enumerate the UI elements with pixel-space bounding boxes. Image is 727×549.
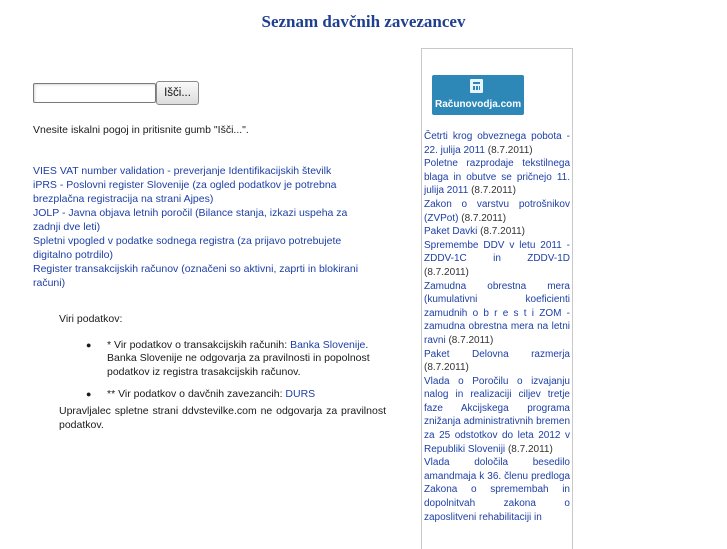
source-text: ** Vir podatkov o davčnih zavezancih:: [107, 388, 286, 400]
link-iprs[interactable]: iPRS - Poslovni register Slovenije (za ogled podatkov je potrebna brezplačna registracija na strani Ajpes): [33, 179, 337, 205]
disclaimer: Upravljalec spletne strani ddvstevilke.com ne odgovarja za pravilnost podatkov.: [59, 405, 386, 431]
page-title: Seznam davčnih zavezancev: [261, 12, 466, 31]
news-date: (8.7.2011): [424, 266, 469, 278]
news-link[interactable]: Vlada o Poročilu o izvajanju nalog in realizaciji ciljev tretje faze Akcijskega programa znižanja administrativnih bremen za 25 odstotkov do leta 2012 v Republiki Sloveniji: [424, 375, 570, 455]
list-item: [86, 388, 384, 402]
link-jolp[interactable]: JOLP - Javna objava letnih poročil (Bilance stanja, izkazi uspeha za zadnji dve leti): [33, 207, 348, 233]
link-banka-slovenije[interactable]: Banka Slovenije: [290, 338, 366, 351]
link-durs[interactable]: DURS: [285, 388, 316, 400]
list-item: [424, 239, 570, 280]
news-link[interactable]: Vlada določila besedilo amandmaja k 36. členu predloga Zakona o spremembah in dopolnitvah zakona o zaposlitveni rehabilitaciji in: [424, 457, 570, 523]
news-date: (8.7.2011): [507, 443, 553, 455]
news-link[interactable]: Spremembe DDV v letu 2011 - ZDDV-1C in ZDDV-1D: [424, 239, 570, 265]
news-link[interactable]: Paket Davki: [424, 226, 478, 238]
search-input[interactable]: [33, 83, 156, 103]
news-date: (8.7.2011): [424, 362, 469, 374]
link-transaction-accounts[interactable]: Register transakcijskih računov (označeni so aktivni, zaprti in blokirani računi): [33, 263, 359, 289]
search-instruction: Vnesite iskalni pogoj in pritisnite gumb "Išči...".: [33, 124, 249, 136]
news-date: (8.7.2011): [487, 144, 533, 156]
bullet-icon: ●: [86, 389, 92, 399]
bullet-icon: ●: [86, 339, 92, 350]
news-link[interactable]: Paket Delovna razmerja: [424, 348, 570, 360]
data-sources: [59, 313, 384, 411]
news-link[interactable]: Četrti krog obveznega pobota - 22. julija 2011: [424, 131, 570, 156]
search-form: [33, 83, 191, 103]
calculator-icon: [470, 79, 483, 93]
list-item: [424, 130, 570, 157]
list-item: [424, 225, 570, 239]
source-text: * Vir podatkov o transakcijskih računih:: [107, 338, 291, 351]
source-text: . Banka Slovenije ne odgovarja za pravilnosti in popolnost podatkov iz registra trasakcijskih računov.: [107, 338, 370, 378]
news-date: (8.7.2011): [448, 334, 494, 346]
list-item: [424, 280, 570, 348]
external-links: [33, 164, 368, 290]
news-date: (8.7.2011): [471, 185, 516, 197]
list-item: [86, 338, 384, 380]
list-item: [424, 348, 570, 375]
list-item: [424, 198, 570, 225]
news-date: (8.7.2011): [461, 212, 507, 224]
news-link[interactable]: Zakon o varstvu potrošnikov (ZVPot): [424, 198, 570, 224]
sources-heading: Viri podatkov:: [59, 313, 123, 325]
link-vies[interactable]: VIES VAT number validation - preverjanje Identifikacijskih številk: [33, 165, 332, 177]
sources-list: [59, 339, 384, 402]
search-button[interactable]: Išči...: [156, 81, 199, 105]
news-list: [424, 130, 570, 524]
list-item: [424, 456, 570, 524]
list-item: [424, 375, 570, 457]
logo-text: Računovodja.com: [435, 99, 522, 110]
news-link[interactable]: Poletne razprodaje tekstilnega blaga in obutve se pričnejo 11. julija 2011: [424, 158, 570, 197]
racunovodja-logo[interactable]: [432, 75, 524, 115]
news-link[interactable]: Zamudna obrestna mera (kumulativni koeficienti zamudnih o b r e s t i ZOM - zamudna obrestna mera na letni ravni: [424, 280, 570, 346]
news-date: (8.7.2011): [480, 226, 525, 238]
sidebar-news: [421, 48, 573, 549]
link-court-register[interactable]: Spletni vpogled v podatke sodnega registra (za prijavo potrebujete digitalno potrdilo): [33, 235, 342, 261]
list-item: [424, 157, 570, 198]
